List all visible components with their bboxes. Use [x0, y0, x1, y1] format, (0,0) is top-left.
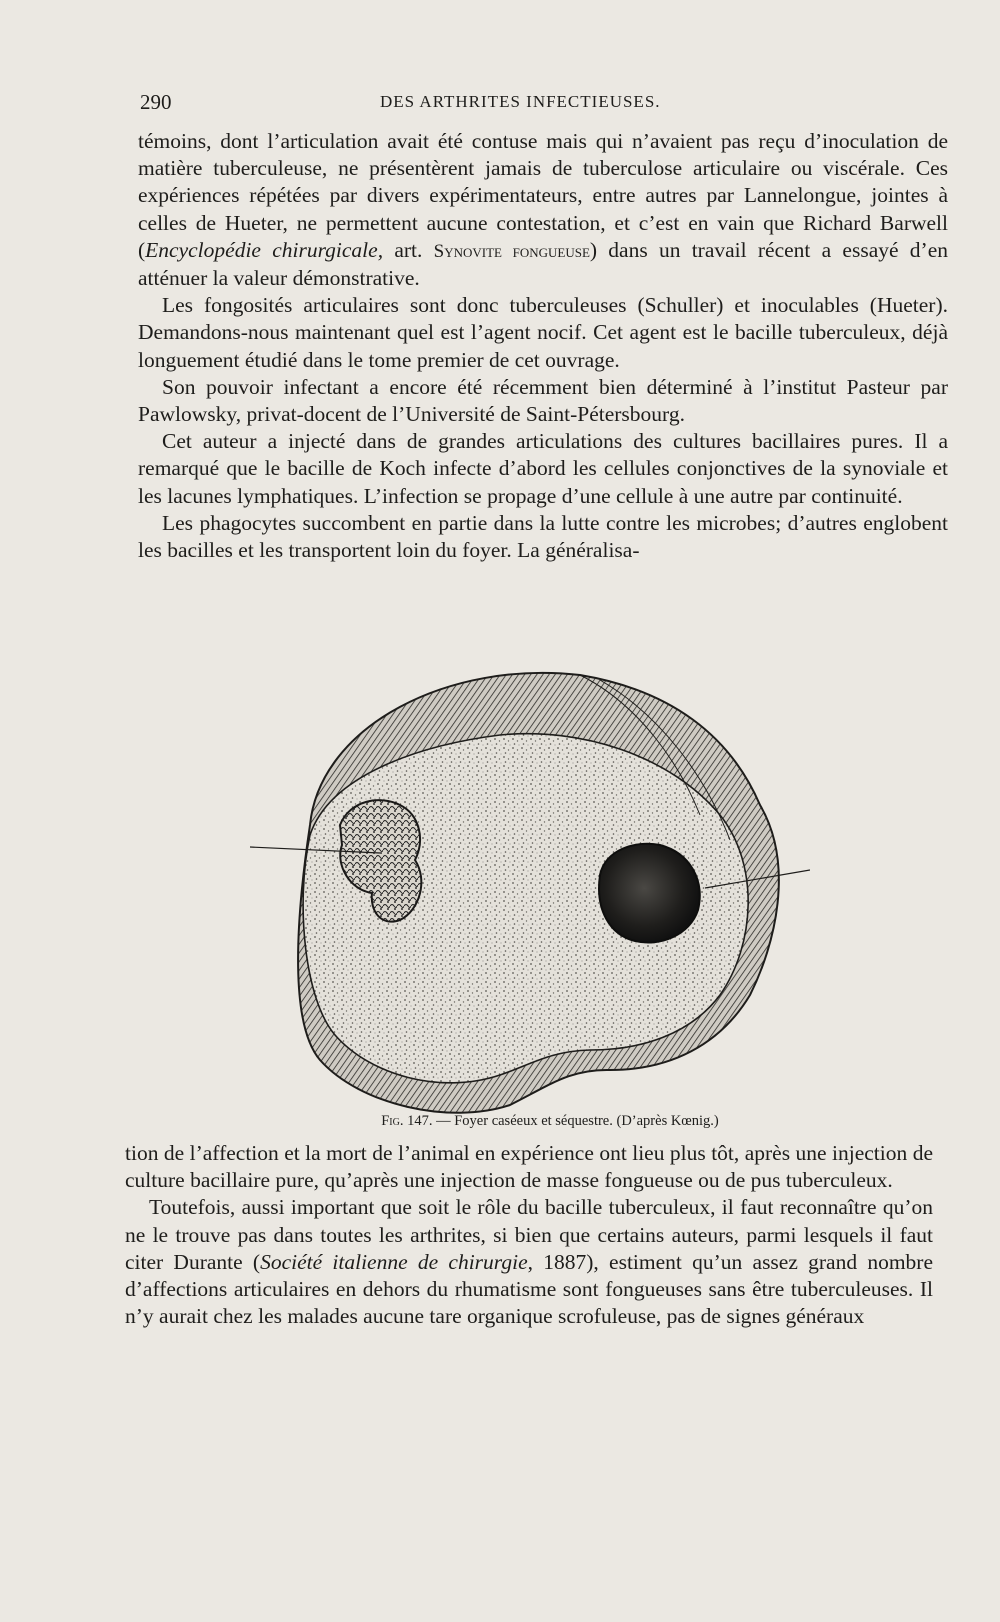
page-number: 290 — [140, 90, 172, 114]
citation-title: Encyclopédie chirurgicale, — [145, 237, 384, 262]
paragraph-7-text-b: , 1887), estiment qu’un assez grand nombre d’affections articulaires en dehors du rhumatisme sont fongueuses sans être tuberculeuses. Il n’y aurait chez les malades aucune tare organique scrofuleuse, pas de signes généraux — [125, 1249, 933, 1329]
paragraph-1-text-a: témoins, dont l’articulation avait été contuse mais qui n’avaient pas reçu d’inoculation de matière tuberculeuse, ne présentèrent jamais de tuberculose articulaire ou viscérale. Ces expériences répétées par divers expérimentateurs, entre autres par Lannelongue, jointes à celles de Hueter, ne permettent aucune contestation, et c’est en vain que Richard Barwell ( — [138, 129, 948, 262]
paragraph-7-text-a: Toutefois, aussi important que soit le rôle du bacille tuberculeux, il faut reconnaître qu’on ne le trouve pas dans toutes les arthrites, si bien que certains auteurs, parmi lesquels il faut citer Durante ( — [125, 1195, 933, 1274]
figure-illustration — [250, 665, 810, 1125]
body-text-top — [138, 128, 948, 564]
running-head: DES ARTHRITES INFECTIEUSES. — [380, 92, 661, 111]
figure-caption — [310, 1113, 790, 1130]
paragraph-1 — [138, 128, 948, 292]
paragraph-2: Les fongosités articulaires sont donc tuberculeuses (Schuller) et inoculables (Hueter). Demandons-nous maintenant quel est l’agent nocif. Cet agent est le bacille tuberculeux, déjà longuement étudié dans le tome premier de cet ouvrage. — [138, 293, 948, 372]
citation-title: Société italienne de chirurgie — [260, 1249, 528, 1274]
paragraph-5: Les phagocytes succombent en partie dans la lutte contre les microbes; d’autres englobent les bacilles et les transportent loin du foyer. La généralisa- — [138, 510, 948, 563]
paragraph-1-text-b: art. — [383, 237, 434, 262]
figure-number: Fig. 147. — [381, 1113, 433, 1129]
citation-article: Synovite fongueuse — [433, 240, 590, 262]
figure-caption-text: — Foyer caséeux et séquestre. (D’après Kœnig.) — [432, 1113, 719, 1129]
paragraph-6: tion de l’affection et la mort de l’animal en expérience ont lieu plus tôt, après une injection de culture bacillaire pure, qu’après une injection de masse fongueuse ou de pus tuberculeux. — [125, 1141, 933, 1193]
paragraph-1-text-c: ) dans un travail récent a essayé d’en atténuer la valeur démonstrative. — [138, 237, 948, 291]
paragraph-4: Cet auteur a injecté dans de grandes articulations des cultures bacillaires pures. Il a remarqué que le bacille de Koch infecte d’abord les cellules conjonctives de la synoviale et les lacunes lymphatiques. L’infection se propage d’une cellule à une autre par continuité. — [138, 429, 948, 508]
paragraph-7 — [125, 1194, 933, 1330]
bone-section-drawing — [250, 665, 810, 1125]
paragraph-3: Son pouvoir infectant a encore été récemment bien déterminé à l’institut Pasteur par Pawlowsky, privat-docent de l’Université de Saint-Pétersbourg. — [138, 374, 948, 427]
body-text-bottom — [125, 1140, 933, 1330]
page-header — [140, 90, 860, 120]
sequestrum — [599, 844, 700, 943]
